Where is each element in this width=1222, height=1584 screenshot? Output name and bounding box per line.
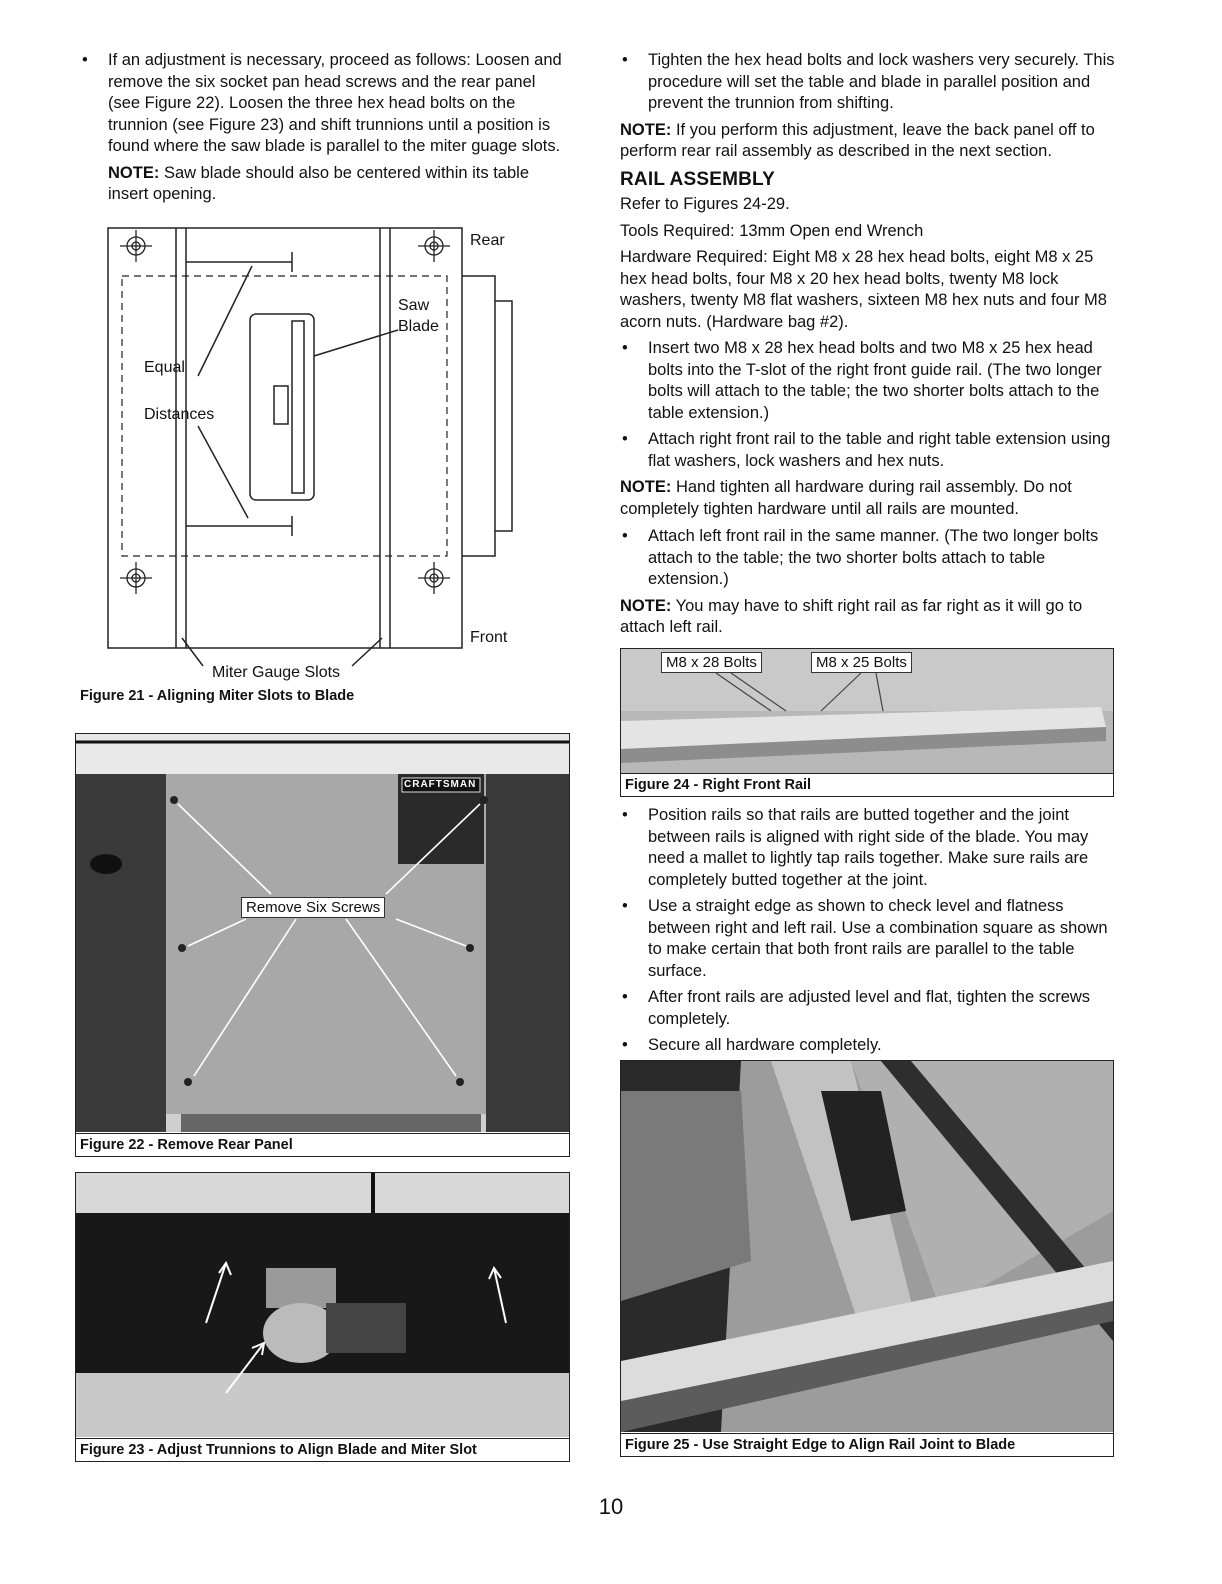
- m8x25-callout: M8 x 25 Bolts: [811, 652, 912, 673]
- label-equal: Equal: [144, 359, 185, 376]
- left-column: [80, 50, 568, 212]
- figure-23: [75, 1172, 570, 1462]
- note-label: NOTE:: [620, 596, 672, 615]
- figure-21-caption: Figure 21 - Aligning Miter Slots to Blade: [80, 688, 355, 704]
- note-text: If you perform this adjustment, leave the back panel off to perform rear rail assembly as described in the next section.: [620, 120, 1095, 160]
- note-label: NOTE:: [620, 120, 672, 139]
- note: [620, 477, 1120, 520]
- figure-23-caption: Figure 23 - Adjust Trunnions to Align Blade and Miter Slot: [76, 1438, 569, 1461]
- instruction-bullet: • Insert two M8 x 28 hex head bolts and two M8 x 25 hex head bolts into the T-slot of the right front guide rail. (The two longer bolts will attach to the table; the two shorter bolts attach to the table extension.): [620, 338, 1120, 424]
- alignment-diagram: [80, 226, 570, 686]
- right-column-bottom: [620, 805, 1120, 1062]
- label-front: Front: [470, 629, 508, 646]
- tools-text: Tools Required: 13mm Open end Wrench: [620, 221, 924, 240]
- rear-panel-photo: [76, 734, 569, 1132]
- figure-25-caption: Figure 25 - Use Straight Edge to Align Rail Joint to Blade: [621, 1433, 1113, 1456]
- figure-21: [80, 226, 570, 710]
- straight-edge-photo: [621, 1061, 1113, 1432]
- instruction-bullet: • Attach left front rail in the same manner. (The two longer bolts attach to the table; the two shorter bolts attach to table extension.): [620, 526, 1120, 591]
- instruction-bullet: • Position rails so that rails are butted together and the joint between rails is aligned with right side of the blade. You may need a mallet to lightly tap rails together. Make sure rails are completely butted together at the joint.: [620, 805, 1120, 891]
- remove-screws-callout: Remove Six Screws: [241, 897, 385, 918]
- trunnion-photo: [76, 1173, 569, 1437]
- note-label: NOTE:: [620, 478, 672, 496]
- section-heading: RAIL ASSEMBLY: [620, 168, 775, 190]
- note-label: NOTE:: [108, 163, 160, 182]
- label-rear: Rear: [470, 232, 505, 249]
- figure-22-caption: Figure 22 - Remove Rear Panel: [76, 1133, 569, 1156]
- figure-24: [620, 648, 1114, 797]
- refer-text: Refer to Figures 24-29.: [620, 195, 790, 213]
- note: [620, 120, 1120, 163]
- note-text: You may have to shift right rail as far right as it will go to attach left rail.: [620, 596, 1083, 636]
- instruction-bullet: • After front rails are adjusted level and flat, tighten the screws completely.: [620, 987, 1120, 1030]
- instruction-bullet: • Attach right front rail to the table and right table extension using flat washers, lock washers and hex nuts.: [620, 429, 1120, 472]
- label-saw: Saw: [398, 297, 430, 314]
- instruction-bullet: • Use a straight edge as shown to check level and flatness between right and left rail. Use a combination square as shown to make certain that both front rails are parallel to the table surface.: [620, 896, 1120, 982]
- label-miter-gauge-slots: Miter Gauge Slots: [212, 664, 341, 681]
- page-number: 10: [598, 1494, 624, 1519]
- label-blade: Blade: [398, 318, 439, 335]
- right-column-top: [620, 50, 1120, 645]
- note-text: Hand tighten all hardware during rail assembly. Do not completely tighten hardware until all rails are mounted.: [620, 478, 1072, 518]
- note: [80, 163, 568, 206]
- craftsman-logo: CRAFTSMAN: [404, 779, 477, 790]
- instruction-bullet: • Secure all hardware completely.: [620, 1035, 1120, 1057]
- figure-25: [620, 1060, 1114, 1457]
- figure-22: [75, 733, 570, 1157]
- hardware-text: Hardware Required: Eight M8 x 28 hex head bolts, eight M8 x 25 hex head bolts, four M8 x 20 hex head bolts, twenty M8 lock washers, twenty M8 flat washers, sixteen M8 hex nuts and four M8 acorn nuts. (Hardware bag #2).: [620, 248, 1107, 331]
- note: [620, 596, 1120, 639]
- figure-24-caption: Figure 24 - Right Front Rail: [621, 773, 1113, 796]
- m8x28-callout: M8 x 28 Bolts: [661, 652, 762, 673]
- instruction-bullet: • If an adjustment is necessary, proceed as follows: Loosen and remove the six socket pan head screws and the rear panel (see Figure 22). Loosen the three hex head bolts on the trunnion (see Figure 23) and shift trunnions until a position is found where the saw blade is parallel to the miter guage slots.: [80, 50, 568, 158]
- instruction-bullet: • Tighten the hex head bolts and lock washers very securely. This procedure will set the table and blade in parallel position and prevent the trunnion from shifting.: [620, 50, 1120, 115]
- note-text: Saw blade should also be centered within its table insert opening.: [108, 163, 529, 203]
- label-distances: Distances: [144, 406, 215, 423]
